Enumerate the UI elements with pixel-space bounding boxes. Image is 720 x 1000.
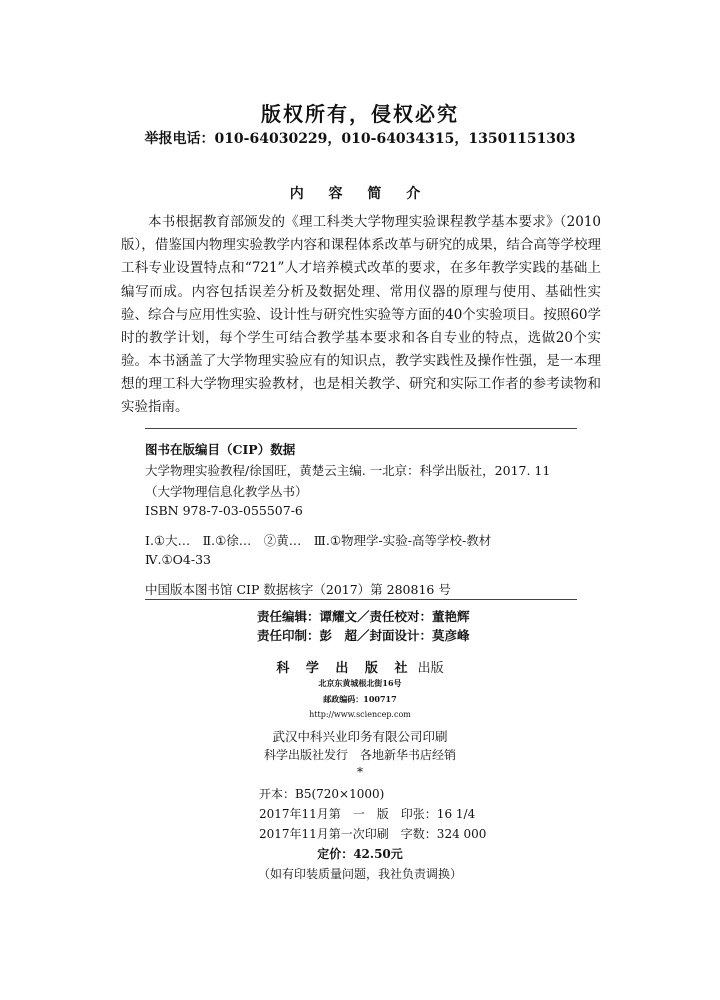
- summary-paragraph-1: 本书根据教育部颁发的《理工科类大学物理实验课程教学基本要求》（2010版），借鉴国内物理实验教学内容和课程体系改革与研究的成果，结合高等学校理工科专业设置特点和“721”人才培养模式改革的要求，在多年教学实践的基础上编写而成。内容包括误差分析及数据处理、常用仪器的原理与使用、基础性实验、综合与应用性实验、设计性与研究性实验等方面的40个实验项目。按照60学时的教学计划，每个学生可结合教学基本要求和各自专业的特点，选做20个实验。: [121, 214, 601, 370]
- cip-top-rule: [145, 428, 577, 429]
- printing-info: 2017年11月第一次印刷 字数：324 000: [259, 827, 487, 841]
- edition-info: 2017年11月第 一 版 印张：16 1/4: [259, 807, 476, 821]
- publisher-line: [0, 657, 720, 676]
- separator-star: *: [357, 765, 363, 779]
- cip-line-2: （大学物理信息化教学丛书）: [145, 484, 308, 499]
- publisher-website: http://www.sciencep.com: [309, 710, 411, 719]
- publisher-address: 北京东黄城根北街16号: [318, 678, 402, 688]
- cip-line-1: 大学物理实验教程/徐国旺，黄楚云主编. 一北京：科学出版社，2017. 11: [145, 463, 551, 478]
- quality-note: （如有印装质量问题，我社负责调换）: [257, 867, 462, 881]
- publisher-name: 科 学 出 版 社: [276, 661, 414, 676]
- book-format: 开本：B5(720×1000): [259, 787, 385, 801]
- publisher-postcode: 邮政编码：100717: [323, 694, 397, 704]
- summary-heading: 内 容 简 介: [289, 186, 431, 202]
- credits-line-1: 责任编辑：谭耀文／责任校对：董艳辉: [257, 609, 470, 624]
- distribution: 科学出版社发行 各地新华书店经销: [263, 748, 456, 762]
- cip-isbn: ISBN 978-7-03-055507-6: [145, 503, 303, 518]
- price: 定价：42.50元: [317, 847, 403, 861]
- page-title: 版权所有，侵权必究: [261, 102, 459, 126]
- cip-classification-2: Ⅳ.①O4-33: [145, 552, 211, 567]
- printer: 武汉中科兴业印务有限公司印刷: [272, 729, 448, 744]
- publisher-label: 出版: [417, 661, 444, 676]
- summary-paragraph-2: 本书涵盖了大学物理实验应有的知识点，教学实践性及操作性强，是一本理想的理工科大学物理实验教材，也是相关教学、研究和实际工作者的参考读物和实验指南。: [121, 353, 601, 416]
- report-hotline: 举报电话：010-64030229，010-64034315，13501151303: [144, 131, 576, 147]
- credits-line-2: 责任印制：彭 超／封面设计：莫彦峰: [257, 628, 470, 643]
- cip-heading: 图书在版编目（CIP）数据: [145, 442, 296, 457]
- cip-classification-1: Ⅰ.①大… Ⅱ.①徐… ②黄… Ⅲ.①物理学-实验-高等学校-教材: [145, 533, 492, 548]
- cip-number: 中国版本图书馆 CIP 数据核字（2017）第 280816 号: [145, 582, 451, 597]
- cip-bottom-rule: [145, 599, 577, 600]
